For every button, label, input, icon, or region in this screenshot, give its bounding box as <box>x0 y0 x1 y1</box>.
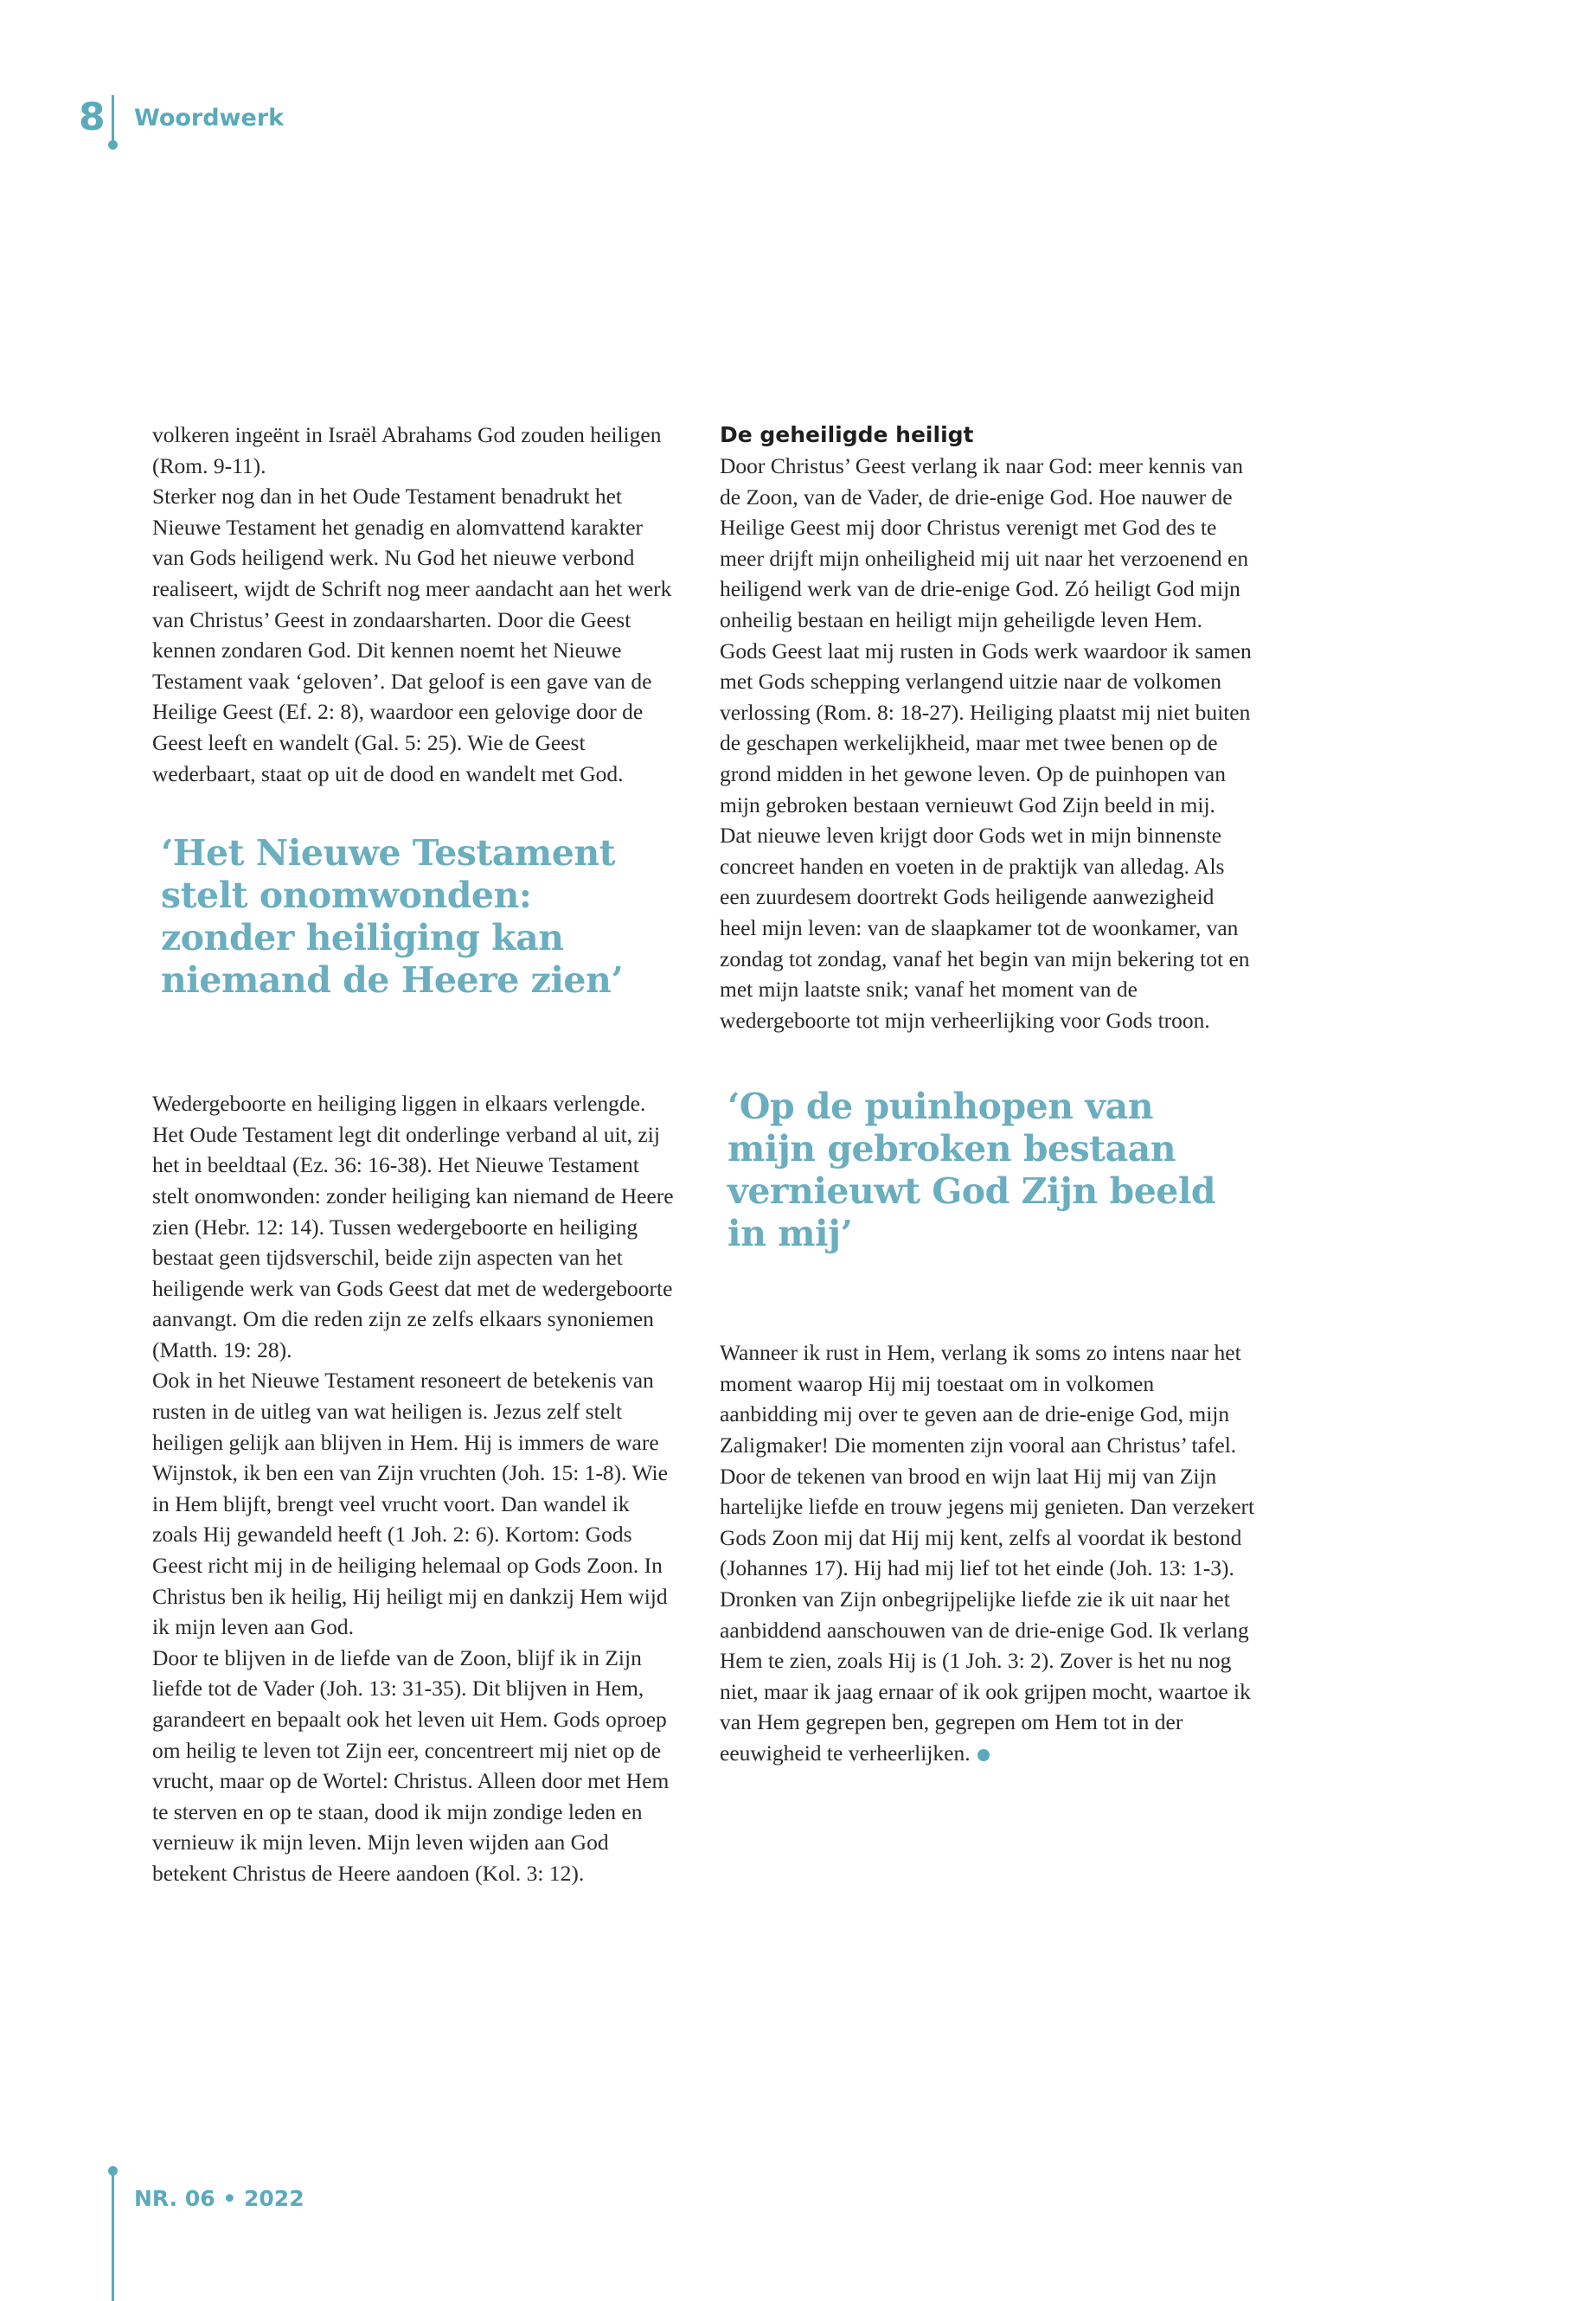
issue-number: NR. 06 • 2022 <box>134 2186 304 2211</box>
page-number: 8 <box>79 95 106 139</box>
closing-paragraph-text: Wanneer ik rust in Hem, verlang ik soms zo intens naar het moment waarop Hij mij toestaat om in volkomen aanbidding mij over te geven aan de drie-enige God, mijn Zaligmaker! Die momenten zijn vooral aan Christus’ tafel. Door de tekenen van brood en wijn laat Hij mij van Zijn hartelijke liefde en trouw jegens mij genieten. Dan verzekert Gods Zoon mij dat Hij mij kent, zelfs al voordat ik bestond (Johannes 17). Hij had mij lief tot het einde (Joh. 13: 1-3). Dronken van Zijn onbegrijpelijke liefde zie ik uit naar het aanbiddend aanschouwen van de drie-enige God. Ik verlang Hem te zien, zoals Hij is (1 Joh. 3: 2). Zover is het nu nog niet, maar ik jaag ernaar of ik ook grijpen mocht, waartoe ik van Hem gegrepen ben, gegrepen om Hem tot in der eeuwigheid te verheerlijken. <box>720 1340 1255 1766</box>
subheading: De geheiligde heiligt <box>720 422 974 447</box>
body-paragraph: Ook in het Nieuwe Testament resoneert de betekenis van rusten in de uitleg van wat heiligen is. Jezus zelf stelt heiligen gelijk aan blijven in Hem. Hij is immers de ware Wijnstok, ik ben een van Zijn vruchten (Joh. 15: 1-8). Wie in Hem blijft, brengt veel vrucht voort. Dan wandel ik zoals Hij gewandeld heeft (1 Joh. 2: 6). Kortom: Gods Geest richt mij in de heiliging helemaal op Gods Zoon. In Christus ben ik heilig, Hij heiligt mij en dankzij Hem wijd ik mijn leven aan God. <box>152 1368 668 1640</box>
header-divider <box>112 95 114 144</box>
body-paragraph: volkeren ingeënt in Israël Abrahams God zouden heiligen (Rom. 9-11). <box>152 422 662 478</box>
pull-quote: ‘Op de puinhopen van mijn gebroken bestaan vernieuwt God Zijn beeld in mij’ <box>727 1086 1216 1255</box>
header-divider-dot <box>108 140 118 150</box>
body-paragraph: Gods Geest laat mij rusten in Gods werk waardoor ik samen met Gods schepping verlangend uitzie naar de volkomen verlossing (Rom. 8: 18-27). Heiliging plaatst mij niet buiten de geschapen werkelijkheid, maar met twee benen op de grond midden in het gewone leven. Op de puinhopen van mijn gebroken bestaan vernieuwt God Zijn beeld in mij. <box>720 638 1252 817</box>
end-mark-icon <box>977 1749 990 1761</box>
footer-divider <box>112 2170 114 2301</box>
closing-paragraph <box>720 1337 1256 1768</box>
section-title: Woordwerk <box>134 105 285 131</box>
body-paragraph: Door Christus’ Geest verlang ik naar God: meer kennis van de Zoon, van de Vader, de drie-enige God. Hoe nauwer de Heilige Geest mij door Christus verenigt met God des te meer drijft mijn onheiligheid mij uit naar het verzoenend en heiligend werk van de drie-enige God. Zó heiligt God mijn onheilig bestaan en heiligt mijn geheiligde leven Hem. <box>720 453 1249 632</box>
body-paragraph: Wedergeboorte en heiliging liggen in elkaars verlengde. Het Oude Testament legt dit onderlinge verband al uit, zij het in beeldtaal (Ez. 36: 16-38). Het Nieuwe Testament stelt onomwonden: zonder heiliging kan niemand de Heere zien (Hebr. 12: 14). Tussen wedergeboorte en heiliging bestaat geen tijdsverschil, beide zijn aspecten van het heiligende werk van Gods Geest dat met de wedergeboorte aanvangt. Om die reden zijn ze zelfs elkaars synoniemen (Matth. 19: 28). <box>152 1091 674 1362</box>
body-paragraph: Sterker nog dan in het Oude Testament benadrukt het Nieuwe Testament het genadig en alomvattend karakter van Gods heiligend werk. Nu God het nieuwe verbond realiseert, wijdt de Schrift nog meer aandacht aan het werk van Christus’ Geest in zondaarsharten. Door die Geest kennen zondaren God. Dit kennen noemt het Nieuwe Testament vaak ‘geloven’. Dat geloof is een gave van de Heilige Geest (Ef. 2: 8), waardoor een gelovige door de Geest leeft en wandelt (Gal. 5: 25). Wie de Geest wederbaart, staat op uit de dood en wandelt met God. <box>152 484 672 786</box>
pull-quote: ‘Het Nieuwe Testament stelt onomwonden: zonder heiliging kan niemand de Heere zien’ <box>161 832 624 1002</box>
body-paragraph: Door te blijven in de liefde van de Zoon, blijf ik in Zijn liefde tot de Vader (Joh. 13: 31-35). Dit blijven in Hem, garandeert en bepaalt ook het leven uit Hem. Gods oproep om heilig te leven tot Zijn eer, concentreert mij niet op de vrucht, maar op de Wortel: Christus. Alleen door met Hem te sterven en op te staan, dood ik mijn zondige leden en vernieuw ik mijn leven. Mijn leven wijden aan God betekent Christus de Heere aandoen (Kol. 3: 12). <box>152 1644 670 1886</box>
right-column <box>720 420 1256 1769</box>
left-column <box>152 420 680 1889</box>
body-paragraph: Dat nieuwe leven krijgt door Gods wet in mijn binnenste concreet handen en voeten in de praktijk van alledag. Als een zuurdesem doortrekt Gods heiligende aanwezigheid heel mijn leven: van de slaapkamer tot de woonkamer, van zondag tot zondag, vanaf het begin van mijn bekering tot en met mijn laatste snik; vanaf het moment van de wedergeboorte tot mijn verheerlijking voor Gods troon. <box>720 823 1250 1033</box>
